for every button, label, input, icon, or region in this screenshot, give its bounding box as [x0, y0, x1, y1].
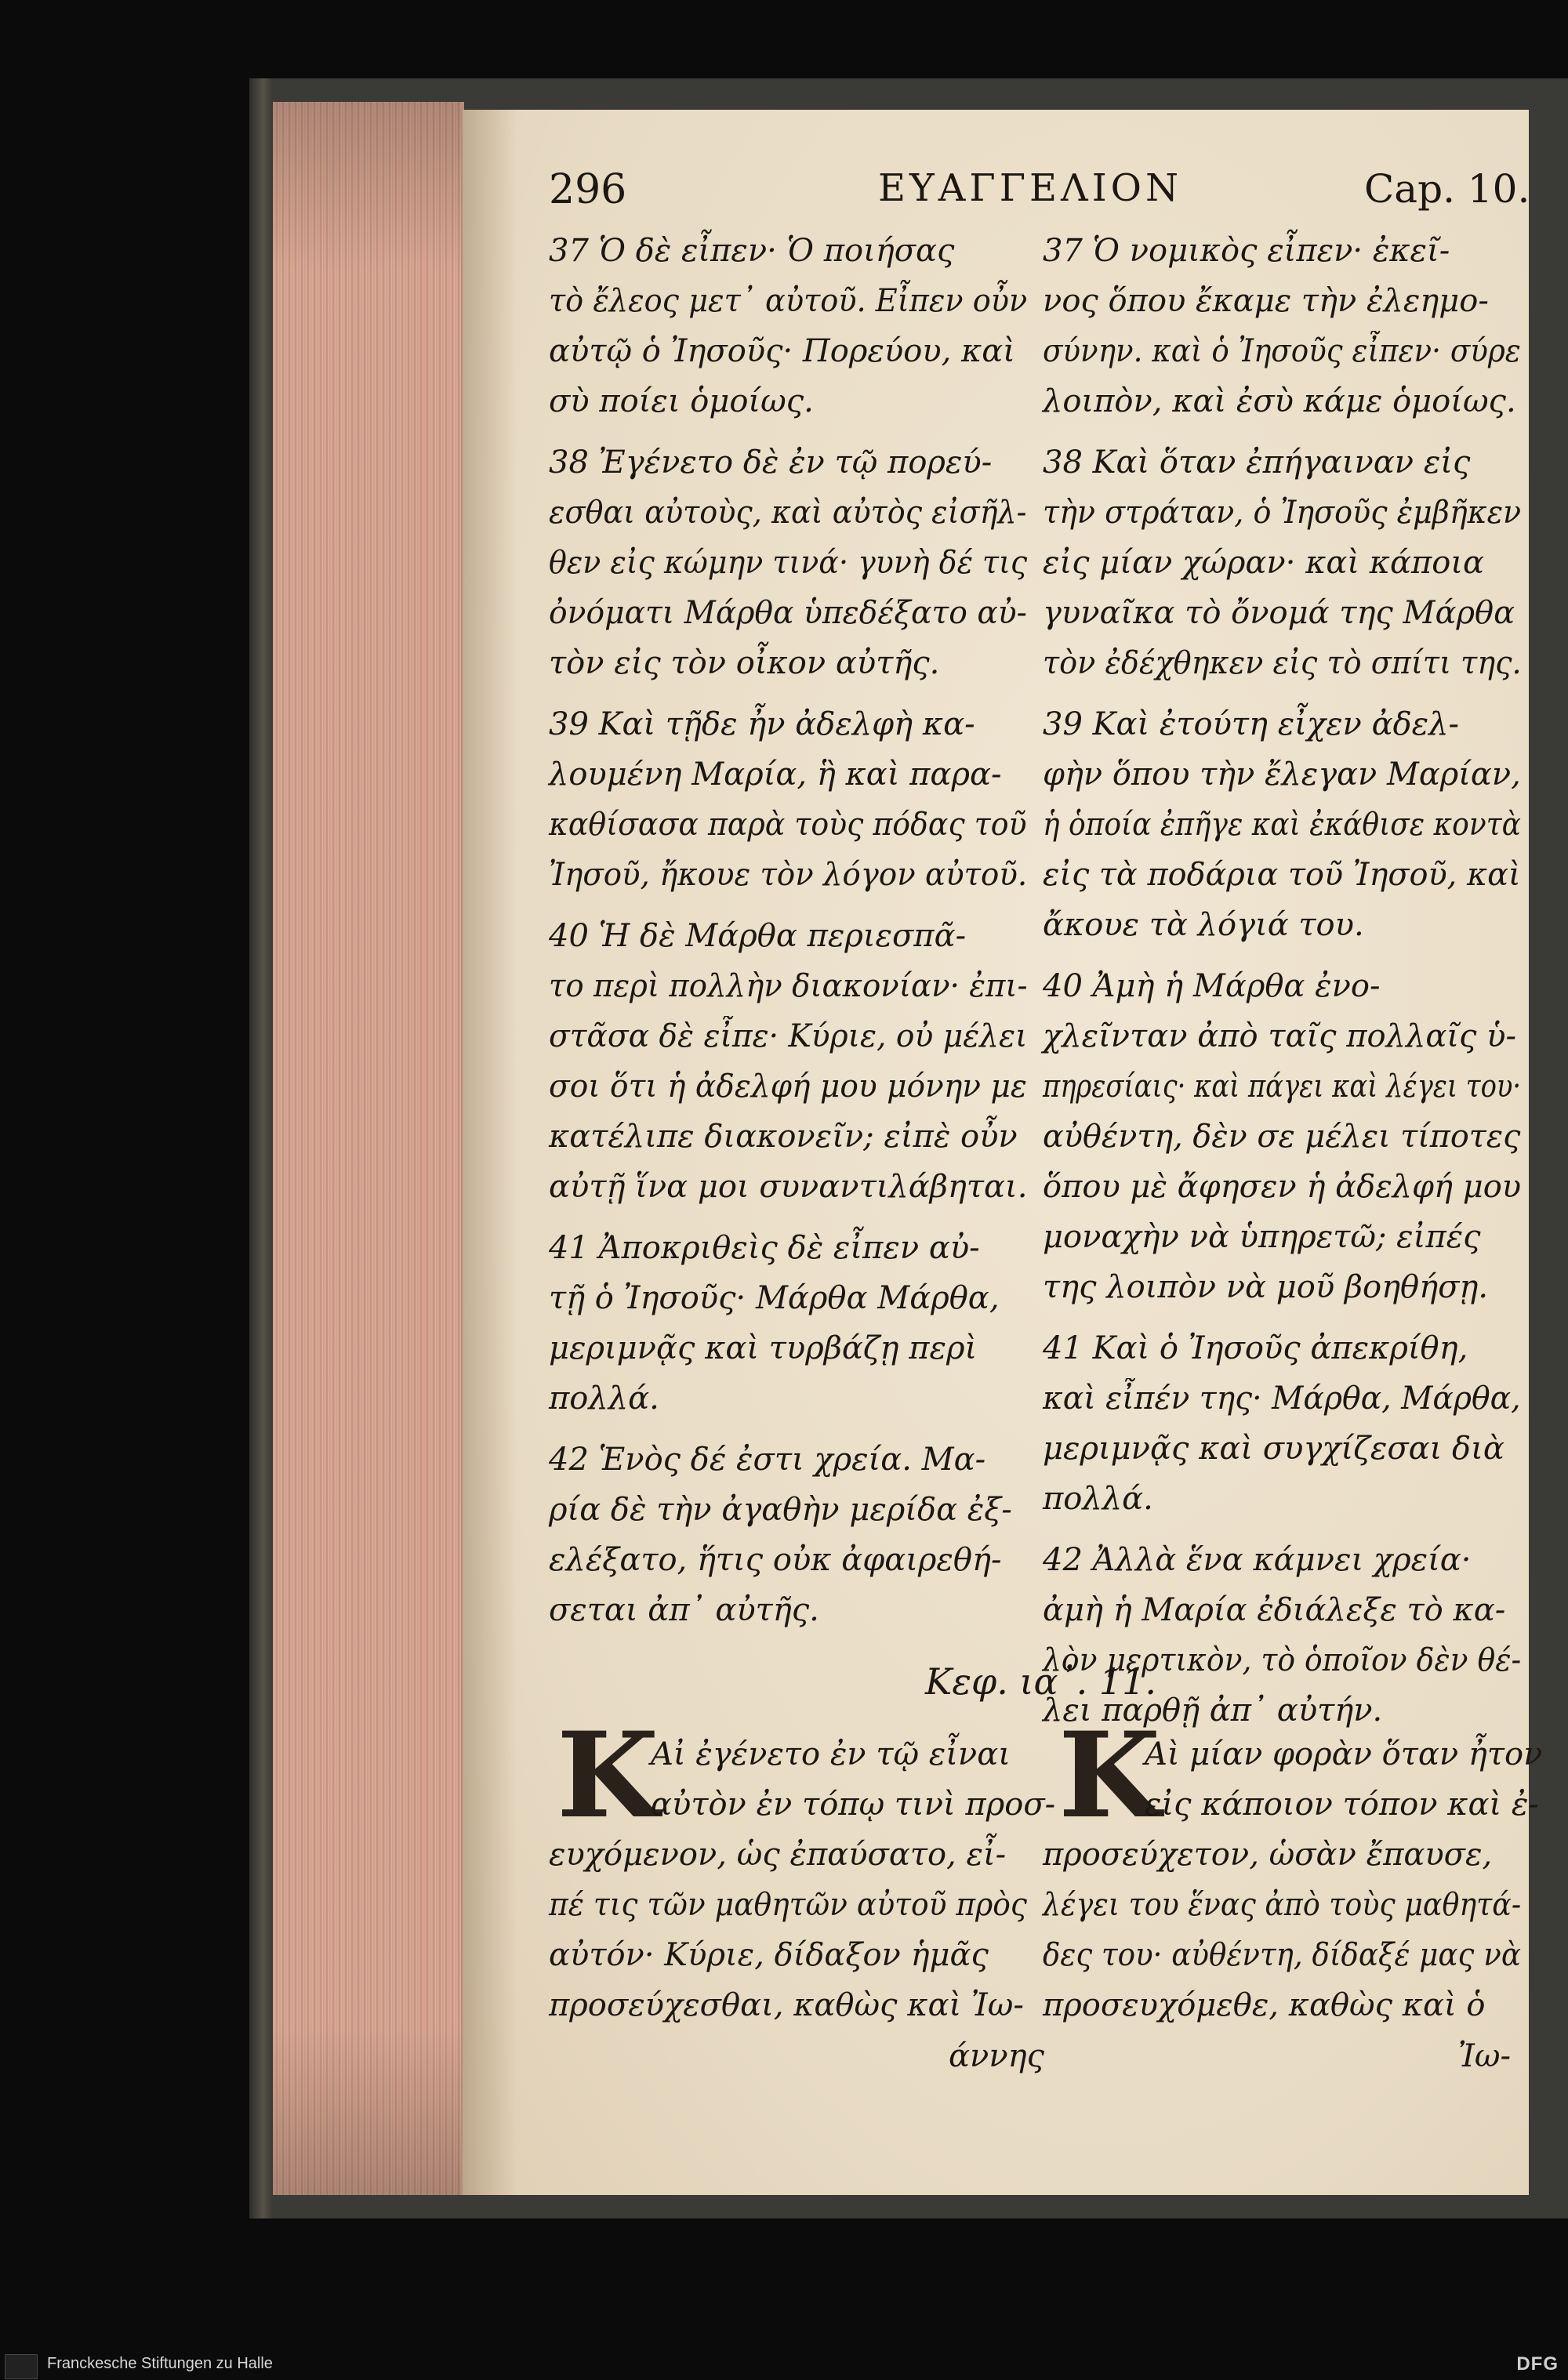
text-line: τὸν ἐδέχθηκεν εἰς τὸ σπίτι της. [1043, 645, 1522, 681]
text-line: λουμένη Μαρία, ἣ καὶ παρα- [549, 756, 1002, 793]
text-line: 40 Ἡ δὲ Μάρθα περιεσπᾶ- [549, 918, 967, 954]
chapter-reference: Cap. 10. [1364, 166, 1530, 212]
institution-logo [5, 2354, 38, 2379]
text-line: εἰς μίαν χώραν· καὶ κάποια [1043, 545, 1485, 581]
text-line: Ἰησοῦ, ἤκουε τὸν λόγον αὐτοῦ. [549, 857, 1028, 893]
text-line: 38 Καὶ ὅταν ἐπήγαιναν εἰς [1043, 444, 1471, 481]
text-line: λέγει του ἕνας ἀπὸ τοὺς μαθητά- [1043, 1887, 1522, 1923]
text-line: πολλά. [549, 1380, 659, 1417]
text-line: τὸ ἔλεος μετ᾽ αὐτοῦ. Εἶπεν οὖν [549, 283, 1028, 319]
text-line: τῇ ὁ Ἰησοῦς· Μάρθα Μάρθα, [549, 1280, 1000, 1316]
text-line: κατέλιπε διακονεῖν; εἰπὲ οὖν [549, 1119, 1018, 1155]
running-title: ΕΥΑΓΓΕΛΙΟΝ [878, 166, 1183, 210]
drop-capital-right: K [1058, 1707, 1161, 1845]
text-line: μεριμνᾷς καὶ τυρβάζῃ περὶ [549, 1330, 978, 1366]
text-line: μοναχὴν νὰ ὑπηρετῶ; εἰπές [1043, 1219, 1481, 1255]
text-line: εσθαι αὐτοὺς, καὶ αὐτὸς εἰσῆλ- [549, 495, 1027, 531]
text-line: 38 Ἐγένετο δὲ ἐν τῷ πορεύ- [549, 444, 993, 481]
text-line: 42 Ἀλλὰ ἕνα κάμνει χρεία· [1043, 1542, 1472, 1578]
text-line: μεριμνᾷς καὶ συγχίζεσαι διὰ [1043, 1431, 1504, 1467]
text-line: καὶ εἶπέν της· Μάρθα, Μάρθα, [1043, 1380, 1521, 1417]
text-line: ὅπου μὲ ἄφησεν ἡ ἀδελφή μου [1043, 1169, 1522, 1205]
text-line: σεται ἀπ᾽ αὐτῆς. [549, 1592, 819, 1628]
text-line: ἄκουε τὰ λόγιά του. [1043, 907, 1364, 943]
book-cover-edge [249, 78, 273, 2219]
text-line: της λοιπὸν νὰ μοῦ βοηθήσῃ. [1043, 1269, 1489, 1305]
gutter-shadow [463, 110, 517, 2195]
text-line: δες του· αὐθέντη, δίδαξέ μας νὰ [1043, 1937, 1521, 1973]
drop-capital-left: K [557, 1707, 659, 1845]
text-line: καθίσασα παρὰ τοὺς πόδας τοῦ [549, 807, 1027, 843]
page-edges-shadow [273, 102, 461, 2195]
text-line: σὺ ποίει ὁμοίως. [549, 383, 814, 419]
text-line: 39 Καὶ ἐτούτη εἶχεν ἀδελ- [1043, 706, 1460, 742]
text-line: πέ τις τῶν μαθητῶν αὐτοῦ πρὸς [549, 1887, 1027, 1923]
dfg-logo: DFG [1516, 2353, 1559, 2375]
text-line: σοι ὅτι ἡ ἀδελφή μου μόνην με [549, 1068, 1027, 1105]
text-line: 37 Ὁ δὲ εἶπεν· Ὁ ποιήσας [549, 233, 955, 269]
catchword-right: Ἰω- [1458, 2038, 1511, 2074]
page-number: 296 [549, 166, 627, 213]
text-line: 42 Ἑνὸς δέ ἐστι χρεία. Μα- [549, 1442, 986, 1478]
text-line: 41 Καὶ ὁ Ἰησοῦς ἀπεκρίθη, [1043, 1330, 1468, 1366]
text-line: προσεύχεσθαι, καθὼς καὶ Ἰω- [549, 1987, 1024, 2023]
text-line: τὸν εἰς τὸν οἶκον αὐτῆς. [549, 645, 940, 681]
text-line: ἡ ὁποία ἐπῆγε καὶ ἐκάθισε κοντὰ [1043, 807, 1521, 843]
text-line: το περὶ πολλὴν διακονίαν· ἐπι- [549, 968, 1028, 1004]
text-line: στᾶσα δὲ εἶπε· Κύριε, οὐ μέλει [549, 1018, 1028, 1054]
text-line: λοιπὸν, καὶ ἐσὺ κάμε ὁμοίως. [1043, 383, 1516, 419]
text-line: τὴν στράταν, ὁ Ἰησοῦς ἐμβῆκεν [1043, 495, 1522, 531]
text-line: ὀνόματι Μάρθα ὑπεδέξατο αὐ- [549, 595, 1027, 631]
institution-name: Franckesche Stiftungen zu Halle [47, 2355, 273, 2372]
text-line: ἀμὴ ἡ Μαρία ἐδιάλεξε τὸ κα- [1043, 1592, 1506, 1628]
text-line: χλεῖνταν ἀπὸ ταῖς πολλαῖς ὑ- [1043, 1018, 1516, 1054]
text-line: αὐτῇ ἵνα μοι συναντιλάβηται. [549, 1169, 1028, 1205]
text-line: εἰς κάποιον τόπον καὶ ἐ- [1145, 1787, 1539, 1823]
text-line: αὐτὸν ἐν τόπῳ τινὶ προσ- [651, 1787, 1056, 1823]
text-line: 41 Ἀποκριθεὶς δὲ εἶπεν αὐ- [549, 1230, 980, 1266]
text-line: ευχόμενον, ὡς ἐπαύσατο, εἶ- [549, 1837, 1007, 1873]
text-line: σύνην. καὶ ὁ Ἰησοῦς εἶπεν· σύρε [1043, 333, 1521, 369]
text-line: αὐτόν· Κύριε, δίδαξον ἡμᾶς [549, 1937, 989, 1973]
text-line: ρία δὲ τὴν ἀγαθὴν μερίδα ἐξ- [549, 1492, 1012, 1528]
text-line: αὐθέντη, δὲν σε μέλει τίποτες [1043, 1119, 1521, 1155]
text-line: λει παρθῇ ἀπ᾽ αὐτήν. [1043, 1692, 1383, 1729]
text-line: θεν εἰς κώμην τινά· γυνὴ δέ τις [549, 545, 1028, 581]
catchword-left: άννης [949, 2038, 1045, 2074]
text-line: εἰς τὰ ποδάρια τοῦ Ἰησοῦ, καὶ [1043, 857, 1521, 893]
text-line: 40 Ἀμὴ ἡ Μάρθα ἐνο- [1043, 968, 1381, 1004]
text-line: Αὶ μίαν φορὰν ὅταν ἦτον [1145, 1736, 1543, 1772]
text-line: προσεύχετον, ὡσὰν ἔπαυσε, [1043, 1837, 1493, 1873]
text-line: αὐτῷ ὁ Ἰησοῦς· Πορεύου, καὶ [549, 333, 1015, 369]
text-line: πηρεσίαις· καὶ πάγει καὶ λέγει του· [1043, 1068, 1522, 1105]
text-line: πολλά. [1043, 1481, 1153, 1517]
text-line: προσευχόμεθε, καθὼς καὶ ὁ [1043, 1987, 1486, 2023]
chapter-heading: Κεφ. ια᾽. 11. [925, 1660, 1157, 1703]
text-line: 37 Ὁ νομικὸς εἶπεν· ἐκεῖ- [1043, 233, 1450, 269]
text-line: γυναῖκα τὸ ὄνομά της Μάρθα [1043, 595, 1515, 631]
text-line: ελέξατο, ἥτις οὐκ ἀφαιρεθή- [549, 1542, 1002, 1578]
text-line: Αἰ ἐγένετο ἐν τῷ εἶναι [651, 1736, 1011, 1772]
text-line: φὴν ὅπου τὴν ἔλεγαν Μαρίαν, [1043, 756, 1521, 793]
text-line: 39 Καὶ τῇδε ἦν ἀδελφὴ κα- [549, 706, 975, 742]
text-line: λὸν μερτικὸν, τὸ ὁποῖον δὲν θέ- [1043, 1642, 1522, 1678]
text-line: νος ὅπου ἔκαμε τὴν ἐλεημο- [1043, 283, 1489, 319]
